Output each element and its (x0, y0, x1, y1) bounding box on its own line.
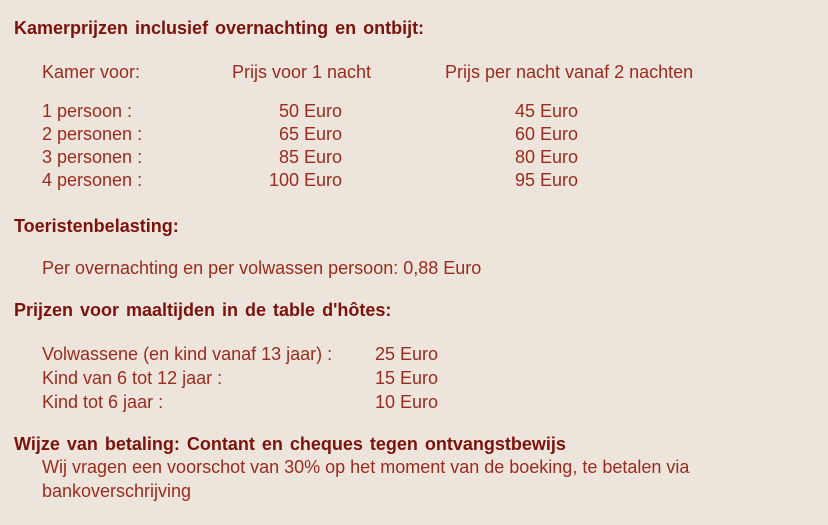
room-row-label: 3 personen : (42, 147, 143, 167)
table-spacer (342, 100, 515, 123)
payment-method-title: Wijze van betaling: Contant en cheques tegen ontvangstbewijs (14, 434, 566, 454)
meal-prices-table (42, 342, 505, 414)
payment-method-note: Wij vragen een voorschot van 30% op het moment van de boeking, te betalen via bankoverschrijving (42, 457, 690, 501)
meal-row-label: Kind tot 6 jaar : (42, 392, 164, 412)
room-prices-title: Kamerprijzen inclusief overnachting en ontbijt: (14, 18, 425, 38)
room-row-price-1-night: 100 Euro (268, 170, 342, 190)
column-header-one-night: Prijs voor 1 nacht (232, 62, 372, 82)
room-row-price-2-nights: 45 Euro (515, 101, 579, 121)
room-row-price-2-nights: 80 Euro (515, 147, 579, 167)
table-spacer (342, 146, 515, 169)
room-row-label: 1 persoon : (42, 101, 133, 121)
room-row-label: 4 personen : (42, 170, 143, 190)
room-prices-table (42, 100, 625, 192)
meal-row-price: 15 Euro (375, 368, 439, 388)
room-row-price-2-nights: 95 Euro (515, 170, 579, 190)
table-spacer (342, 123, 515, 146)
column-header-room: Kamer voor: (42, 62, 141, 82)
table-spacer (342, 169, 515, 192)
meal-row-price: 25 Euro (375, 344, 439, 364)
room-row-price-1-night: 85 Euro (278, 147, 342, 167)
meal-prices-title: Prijzen voor maaltijden in de table d'hôtes: (14, 300, 392, 320)
room-row-label: 2 personen : (42, 124, 143, 144)
tourist-tax-title: Toeristenbelasting: (14, 216, 179, 236)
room-row-price-1-night: 65 Euro (278, 124, 342, 144)
room-row-price-2-nights: 60 Euro (515, 124, 579, 144)
column-header-two-plus-nights: Prijs per nacht vanaf 2 nachten (445, 62, 694, 82)
tourist-tax-text: Per overnachting en per volwassen persoon: 0,88 Euro (42, 258, 482, 278)
meal-row-label: Volwassene (en kind vanaf 13 jaar) : (42, 344, 333, 364)
room-row-price-1-night: 50 Euro (278, 101, 342, 121)
meal-row-price: 10 Euro (375, 392, 439, 412)
room-prices-column-headers (42, 61, 812, 84)
meal-row-label: Kind van 6 tot 12 jaar : (42, 368, 223, 388)
